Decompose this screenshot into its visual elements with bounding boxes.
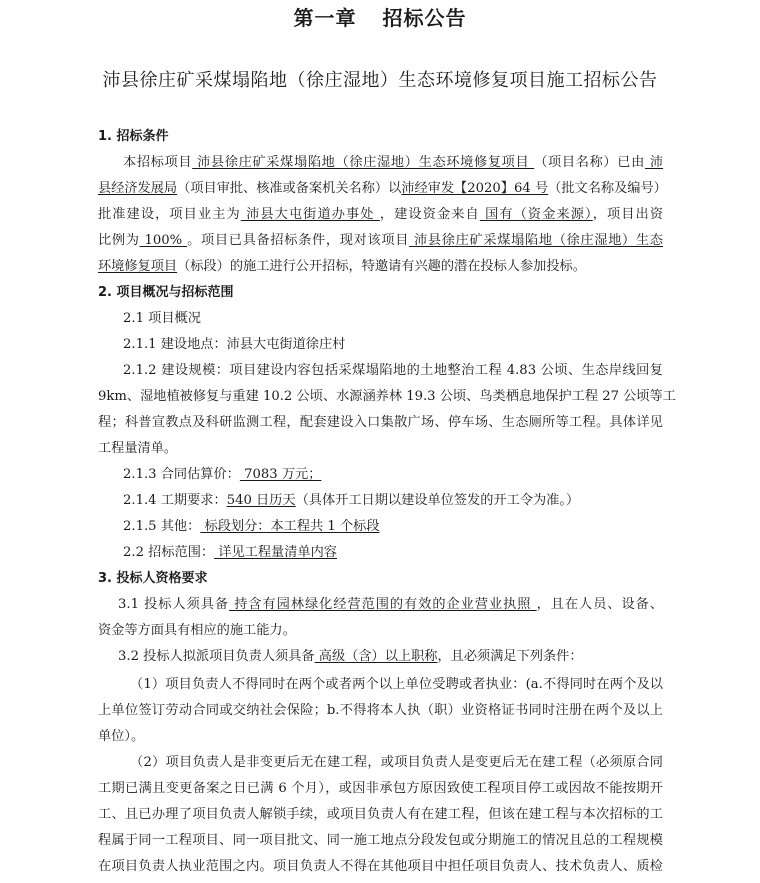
paragraph-line: 在项目负责人执业范围之内。项目负责人不得在其他项目中担任项目负责人、技术负责人、质检 — [98, 859, 663, 874]
paragraph-line: 本招标项目 沛县徐庄矿采煤塌陷地（徐庄湿地）生态环境修复项目 （项目名称）已由 沛 — [123, 155, 664, 170]
subsection-2-1: 2.1 项目概况 — [123, 311, 201, 326]
section-3-heading: 3. 投标人资格要求 — [98, 571, 208, 586]
paragraph-line: 3.1 投标人须具备 持含有园林绿化经营范围的有效的企业营业执照 ，且在人员、设备、 — [118, 597, 664, 612]
paragraph-line: 资金等方面具有相应的施工能力。 — [98, 623, 296, 638]
paragraph-line: （2）项目负责人是非变更后无在建工程，或项目负责人是变更后无在建工程（必须原合同 — [130, 755, 663, 770]
paragraph-line: 程属于同一工程项目、同一项目批文、同一施工地点分段发包或分期施工的情况且总的工程规模 — [98, 833, 663, 848]
paragraph-line: （1）项目负责人不得同时在两个或者两个以上单位受聘或者执业：(a.不得同时在两个及以 — [130, 677, 663, 692]
other-info: 2.1.5 其他： 标段划分：本工程共 1 个标段 — [123, 519, 380, 534]
paragraph-line: 工、且已办理了项目负责人解锁手续，或项目负责人有在建工程，但该在建工程与本次招标的工 — [98, 807, 663, 822]
paragraph-line: 单位）。 — [98, 729, 145, 744]
paragraph-line: 2.1.2 建设规模：项目建设内容包括采煤塌陷地的土地整治工程 4.83 公顷、生态岸线回复 — [123, 363, 663, 378]
construction-site: 2.1.1 建设地点：沛县大屯街道徐庄村 — [123, 337, 346, 352]
chapter-number: 第一章 — [293, 6, 357, 30]
document-title: 沛县徐庄矿采煤塌陷地（徐庄湿地）生态环境修复项目施工招标公告 — [102, 70, 658, 91]
paragraph-line: 工期已满且变更备案之日已满 6 个月），或因非承包方原因致使工程项目停工或因故不能按期开 — [98, 781, 663, 796]
paragraph-line: 工程量清单。 — [98, 441, 178, 456]
duration-requirement: 2.1.4 工期要求：540 日历天（具体开工日期以建设单位签发的开工令为准。） — [123, 493, 580, 508]
paragraph-line: 3.2 投标人拟派项目负责人须具备 高级（含）以上职称，且必须满足下列条件： — [118, 649, 583, 664]
paragraph-line: 比例为 100% 。项目已具备招标条件，现对该项目 沛县徐庄矿采煤塌陷地（徐庄湿地）生态 — [98, 233, 663, 248]
section-1-heading: 1. 招标条件 — [98, 129, 169, 144]
tender-scope: 2.2 招标范围： 详见工程量清单内容 — [123, 545, 337, 560]
paragraph-line: 批准建设，项目业主为 沛县大屯街道办事处 ，建设资金来自 国有（资金来源），项目出资 — [98, 207, 664, 222]
paragraph-line: 环境修复项目（标段）的施工进行公开招标，特邀请有兴趣的潜在投标人参加投标。 — [98, 259, 586, 274]
section-2-heading: 2. 项目概况与招标范围 — [98, 285, 234, 300]
chapter-title: 招标公告 — [382, 6, 467, 30]
paragraph-line: 上单位签订劳动合同或交纳社会保险；b.不得将本人执（职）业资格证书同时注册在两个及以上 — [98, 703, 663, 718]
paragraph-line: 县经济发展局（项目审批、核准或备案机关名称）以沛经审发【2020】64 号（批文名称及编号） — [98, 181, 667, 196]
paragraph-line: 程；科普宣教点及科研监测工程，配套建设入口集散广场、停车场、生态厕所等工程。具体详见 — [98, 415, 663, 430]
chapter-heading — [0, 2, 760, 31]
paragraph-line: 9km、湿地植被修复与重建 10.2 公顷、水源涵养林 19.3 公顷、鸟类栖息地保护工程 27 公顷等工 — [98, 389, 676, 404]
contract-estimate: 2.1.3 合同估算价： 7083 万元； — [123, 467, 322, 482]
